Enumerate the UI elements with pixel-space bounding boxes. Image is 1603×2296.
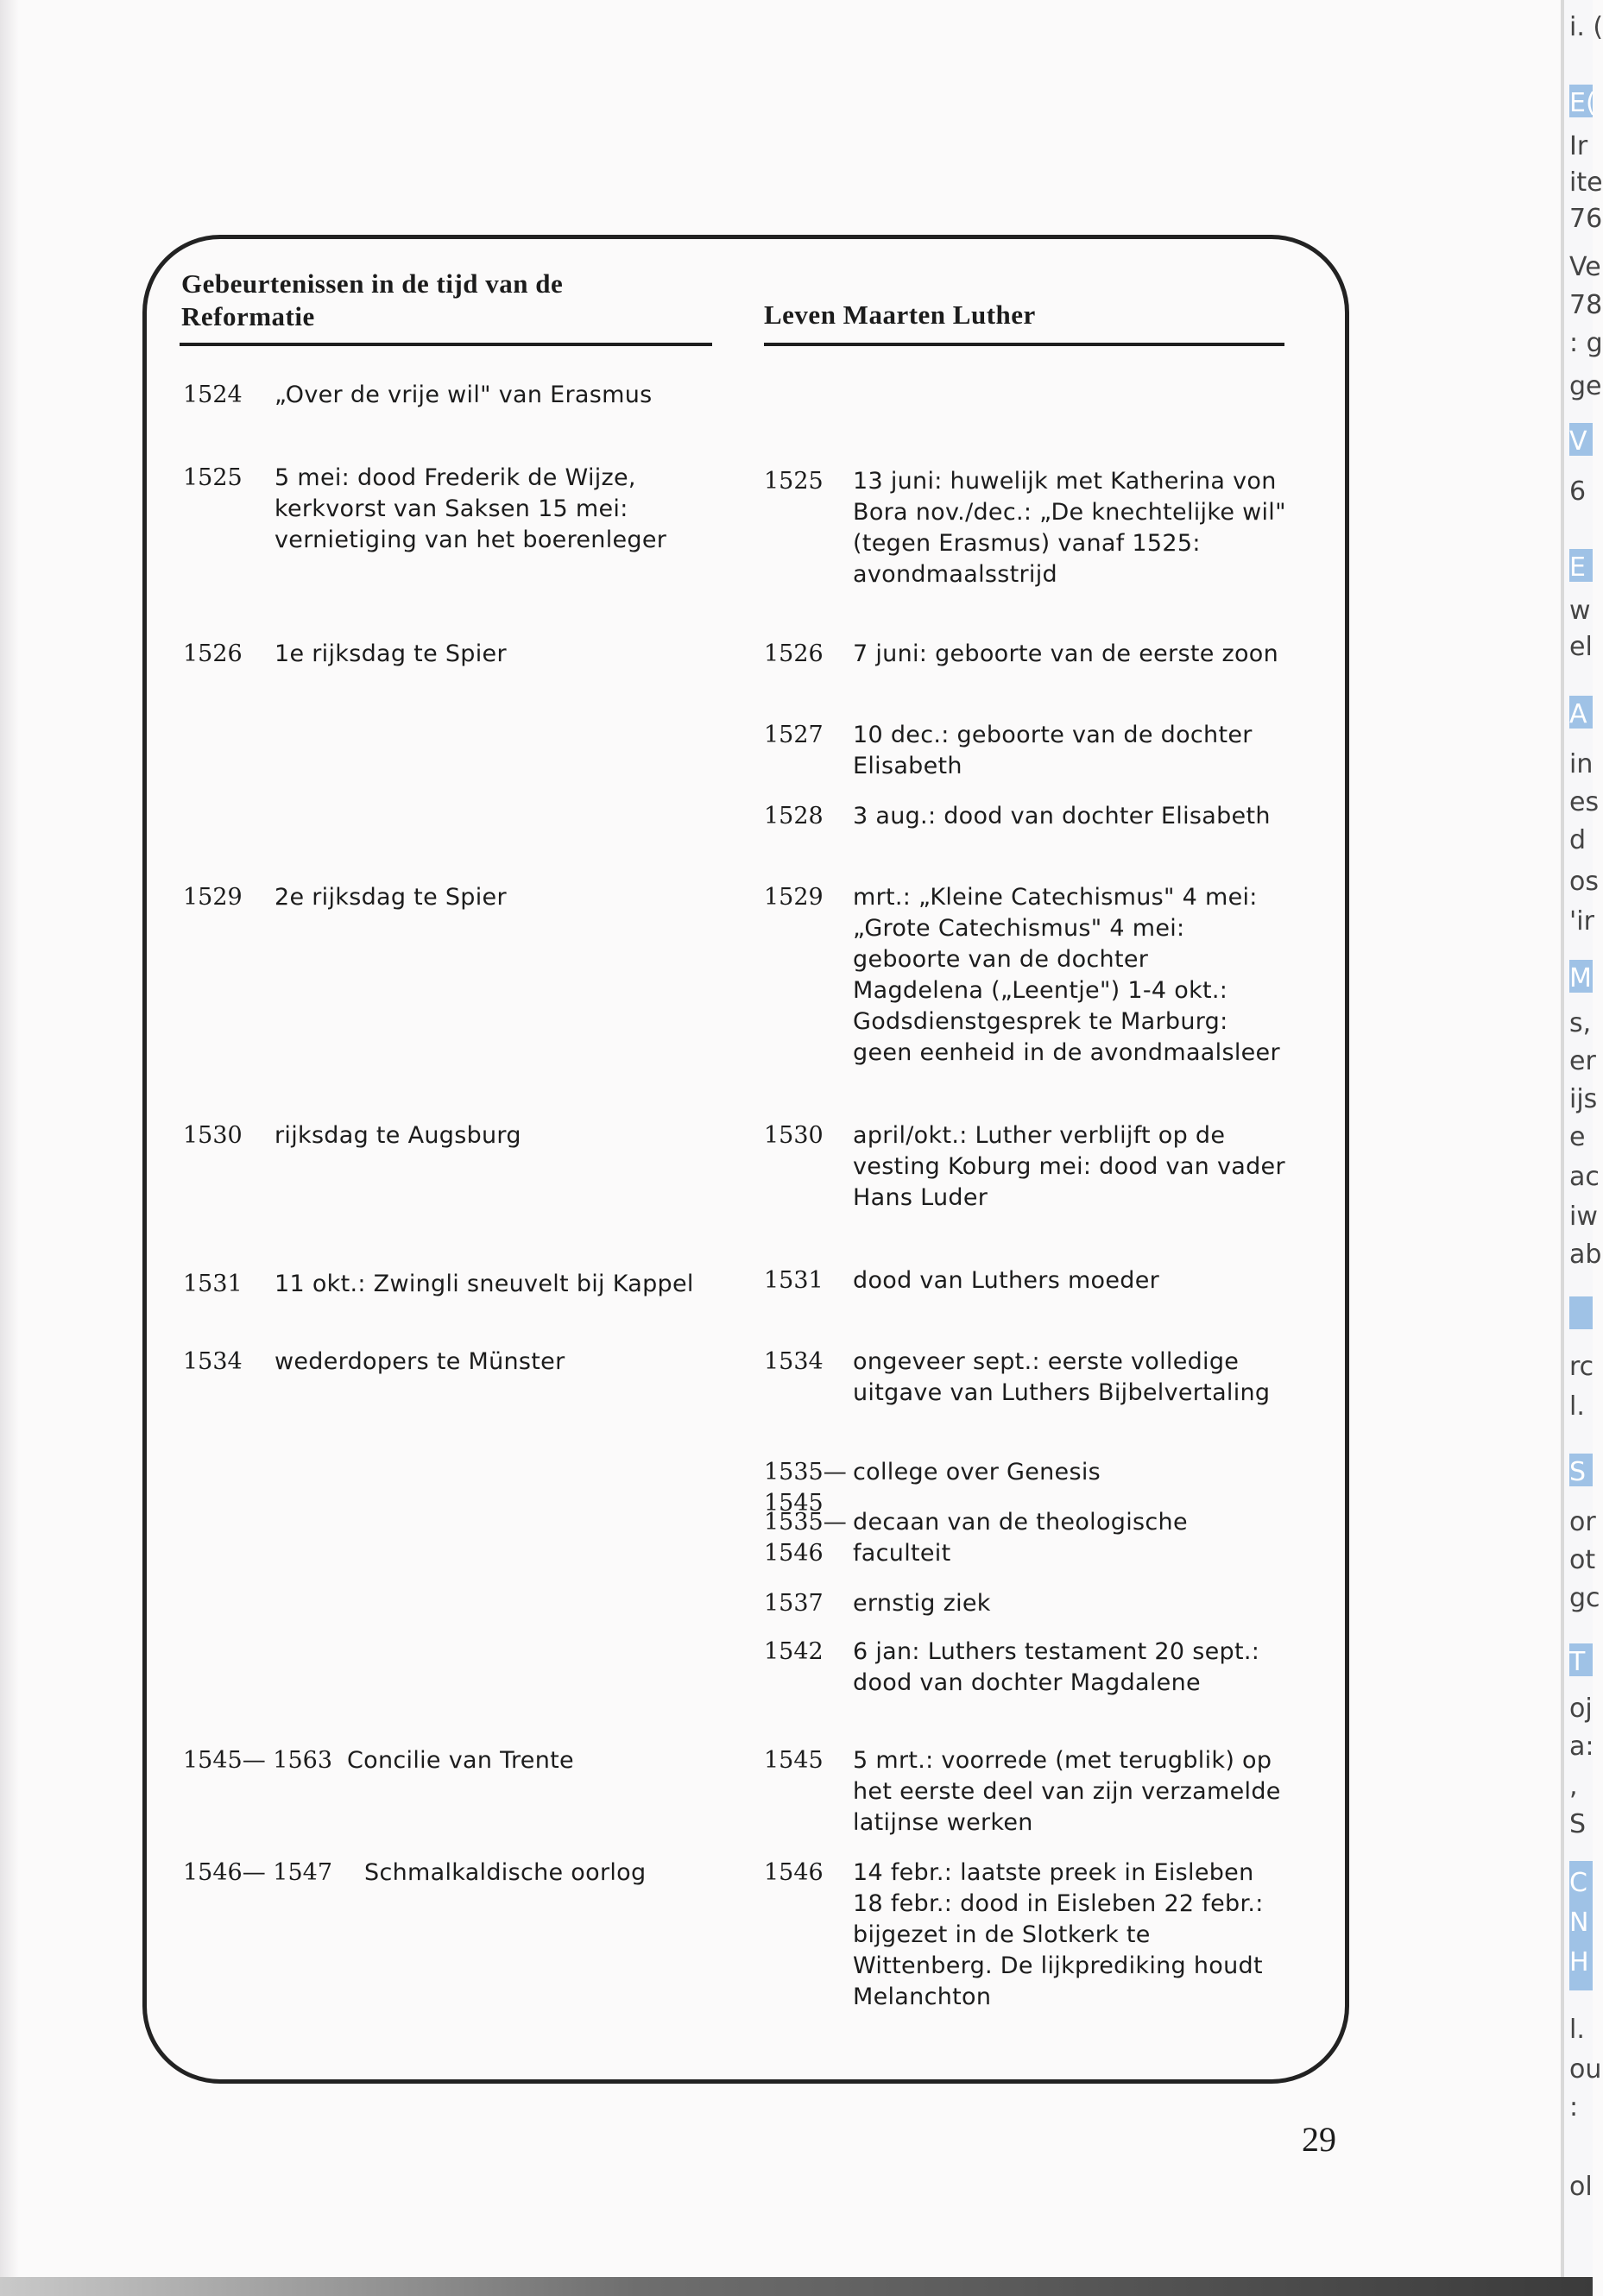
edge-text: S bbox=[1569, 1809, 1587, 1839]
scan-bottom-edge bbox=[0, 2277, 1593, 2296]
left-year: 1524 bbox=[183, 382, 243, 408]
edge-text: T bbox=[1569, 1647, 1586, 1677]
edge-text: H bbox=[1569, 1947, 1589, 1977]
right-event: 3 aug.: dood van dochter Elisabeth bbox=[853, 803, 1271, 829]
right-event: 5 mrt.: voorrede (met terugblik) op het eerste deel van zijn verzamelde latijnse werken bbox=[853, 1747, 1281, 1836]
page-number: 29 bbox=[1302, 2120, 1336, 2159]
edge-text: i. ( bbox=[1569, 12, 1603, 42]
page-gutter bbox=[1561, 0, 1564, 2296]
left-event: Concilie van Trente bbox=[347, 1747, 574, 1774]
adjacent-page-edge bbox=[1561, 0, 1603, 2296]
header-luther-life: Leven Maarten Luther bbox=[764, 300, 1036, 330]
left-year: 1545— 1563 bbox=[183, 1747, 333, 1774]
edge-text: d bbox=[1569, 825, 1587, 855]
edge-text: es bbox=[1569, 787, 1600, 817]
right-event: college over Genesis bbox=[853, 1459, 1101, 1485]
header-reformation-events: Gebeurtenissen in de tijd van de Reformatie bbox=[181, 268, 564, 331]
edge-text: V bbox=[1569, 426, 1587, 457]
left-event: 1e rijksdag te Spier bbox=[275, 640, 507, 667]
edge-text: iw bbox=[1569, 1202, 1598, 1232]
right-year: 1537 bbox=[764, 1590, 824, 1617]
edge-text: : g bbox=[1569, 328, 1603, 358]
right-year: 1542 bbox=[764, 1638, 824, 1665]
edge-text: l. bbox=[1569, 1391, 1585, 1422]
right-year: 1535— 1545 bbox=[764, 1459, 847, 1517]
right-year: 1527 bbox=[764, 722, 824, 748]
edge-text: 6 bbox=[1569, 476, 1587, 507]
right-event: 7 juni: geboorte van de eerste zoon bbox=[853, 640, 1279, 667]
edge-text: er bbox=[1569, 1046, 1596, 1076]
right-year: 1525 bbox=[764, 468, 824, 495]
left-year: 1530 bbox=[183, 1122, 243, 1149]
edge-text: el bbox=[1569, 632, 1593, 662]
edge-text: A bbox=[1569, 699, 1587, 729]
right-year: 1526 bbox=[764, 640, 824, 667]
edge-text: : bbox=[1569, 2092, 1579, 2123]
edge-text: ot bbox=[1569, 1545, 1596, 1575]
right-event: ernstig ziek bbox=[853, 1590, 991, 1617]
edge-text: or bbox=[1569, 1507, 1596, 1537]
left-year: 1546— 1547 bbox=[183, 1859, 333, 1886]
left-year: 1525 bbox=[183, 464, 243, 491]
edge-text: oj bbox=[1569, 1694, 1593, 1724]
edge-text: ge bbox=[1569, 371, 1602, 401]
highlight-block bbox=[1569, 1296, 1593, 1329]
edge-text: in bbox=[1569, 749, 1594, 779]
left-event: wederdopers te Münster bbox=[275, 1348, 565, 1375]
edge-text: a: bbox=[1569, 1731, 1594, 1762]
right-event: 10 dec.: geboorte van de dochter Elisabeth bbox=[853, 722, 1253, 779]
header-rule-right bbox=[764, 343, 1284, 346]
edge-text: e bbox=[1569, 1122, 1586, 1152]
edge-text: rc bbox=[1569, 1352, 1594, 1382]
edge-text: 76 bbox=[1569, 204, 1603, 234]
right-year: 1529 bbox=[764, 884, 824, 911]
left-year: 1534 bbox=[183, 1348, 243, 1375]
right-event: decaan van de theologische faculteit bbox=[853, 1509, 1188, 1567]
right-event: april/okt.: Luther verblijft op de vesting Koburg mei: dood van vader Hans Luder bbox=[853, 1122, 1285, 1211]
edge-text: ac bbox=[1569, 1162, 1600, 1192]
edge-text: 78 bbox=[1569, 290, 1603, 320]
right-event: 6 jan: Luthers testament 20 sept.: dood van dochter Magdalene bbox=[853, 1638, 1260, 1696]
edge-text: ijs bbox=[1569, 1084, 1598, 1114]
right-year: 1546 bbox=[764, 1859, 824, 1886]
left-event: 5 mei: dood Frederik de Wijze, kerkvorst van Saksen 15 mei: vernietiging van het boerenleger bbox=[275, 464, 667, 553]
page-edge-shadow bbox=[0, 0, 19, 2296]
edge-text: 'ir bbox=[1569, 906, 1594, 937]
right-event: 13 juni: huwelijk met Katherina von Bora nov./dec.: „De knechtelijke wil" (tegen Erasmus) vanaf 1525: avondmaalsstrijd bbox=[853, 468, 1286, 588]
edge-text: E bbox=[1569, 552, 1586, 583]
edge-text: s, bbox=[1569, 1008, 1592, 1038]
right-year: 1535— 1546 bbox=[764, 1509, 847, 1567]
right-year: 1534 bbox=[764, 1348, 824, 1375]
left-event: 11 okt.: Zwingli sneuvelt bij Kappel bbox=[275, 1271, 694, 1297]
edge-text: ab bbox=[1569, 1239, 1602, 1270]
edge-text: , bbox=[1569, 1771, 1578, 1801]
right-event: ongeveer sept.: eerste volledige uitgave van Luthers Bijbelvertaling bbox=[853, 1348, 1271, 1406]
edge-text: S bbox=[1569, 1457, 1587, 1487]
right-event: 14 febr.: laatste preek in Eisleben 18 febr.: dood in Eisleben 22 febr.: bijgezet in de Slotkerk te Wittenberg. De lijkprediking houdt Melanchton bbox=[853, 1859, 1264, 2010]
right-event: dood van Luthers moeder bbox=[853, 1267, 1160, 1294]
edge-text: ol bbox=[1569, 2172, 1593, 2202]
edge-text: os bbox=[1569, 867, 1599, 897]
edge-text: M bbox=[1569, 963, 1592, 993]
right-year: 1545 bbox=[764, 1747, 824, 1774]
edge-text: N bbox=[1569, 1908, 1589, 1938]
left-event: Schmalkaldische oorlog bbox=[364, 1859, 647, 1886]
left-event: 2e rijksdag te Spier bbox=[275, 884, 507, 911]
edge-text: C bbox=[1569, 1868, 1587, 1898]
edge-text: ou bbox=[1569, 2054, 1602, 2085]
edge-text: l. bbox=[1569, 2015, 1585, 2045]
right-year: 1530 bbox=[764, 1122, 824, 1149]
right-year: 1531 bbox=[764, 1267, 824, 1294]
right-event: mrt.: „Kleine Catechismus" 4 mei: „Grote Catechismus" 4 mei: geboorte van de dochter Magdelena („Leentje") 1-4 okt.: Godsdienstgesprek te Marburg: geen eenheid in de avondmaalsleer bbox=[853, 884, 1280, 1066]
left-event: „Over de vrije wil" van Erasmus bbox=[275, 382, 653, 408]
left-year: 1526 bbox=[183, 640, 243, 667]
left-year: 1531 bbox=[183, 1271, 243, 1297]
edge-text: Ir bbox=[1569, 131, 1588, 161]
left-year: 1529 bbox=[183, 884, 243, 911]
edge-text: gc bbox=[1569, 1583, 1600, 1613]
header-rule-left bbox=[180, 343, 712, 346]
right-year: 1528 bbox=[764, 803, 824, 829]
edge-text: ite bbox=[1569, 167, 1603, 198]
edge-text: w bbox=[1569, 596, 1591, 626]
edge-text: Ve bbox=[1569, 252, 1601, 282]
left-event: rijksdag te Augsburg bbox=[275, 1122, 521, 1149]
edge-text: E( bbox=[1569, 88, 1596, 118]
